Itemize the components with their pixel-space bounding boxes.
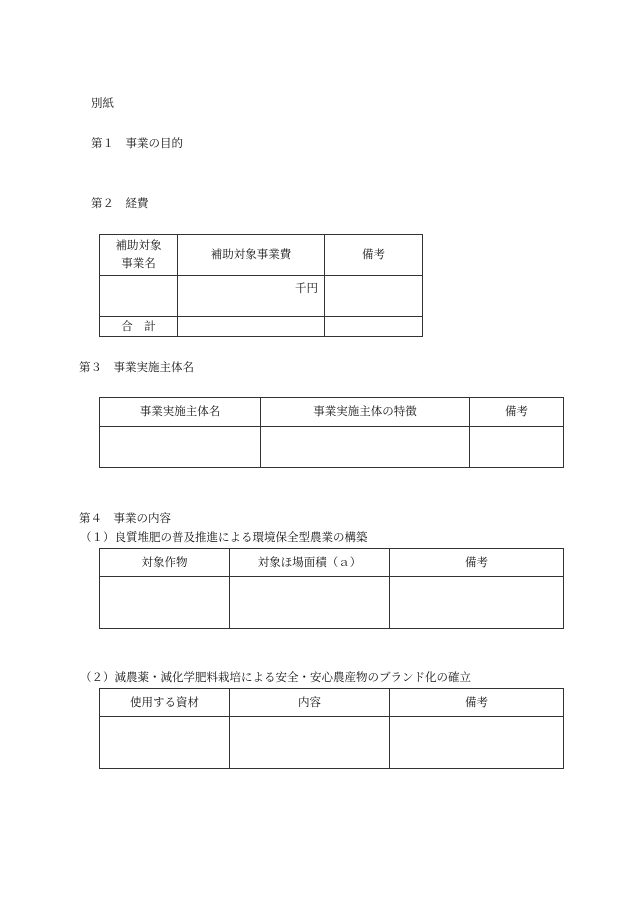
- entity-table-header-row: [100, 398, 564, 427]
- cost-cell-amount[interactable]: 千円: [178, 276, 325, 317]
- cost-header-project-name-line1: 補助対象: [115, 238, 162, 253]
- content1-row: [100, 577, 564, 629]
- content2-cell-remarks[interactable]: [390, 717, 564, 769]
- entity-cell-features[interactable]: [261, 427, 470, 468]
- content2-header-materials: 使用する資材: [100, 689, 230, 717]
- content-table-2: [99, 688, 564, 769]
- cost-header-project-cost: 補助対象事業費: [178, 235, 325, 276]
- section-1-heading: 第１ 事業の目的: [91, 136, 183, 150]
- entity-header-remarks: 備考: [470, 398, 564, 427]
- entity-cell-name[interactable]: [100, 427, 261, 468]
- section-4-heading: 第４ 事業の内容: [79, 511, 171, 525]
- content1-cell-crop[interactable]: [100, 577, 230, 629]
- content-table-1: [99, 548, 564, 629]
- content2-header-remarks: 備考: [390, 689, 564, 717]
- content2-header-row: [100, 689, 564, 717]
- entity-header-name: 事業実施主体名: [100, 398, 261, 427]
- content1-cell-remarks[interactable]: [390, 577, 564, 629]
- cost-header-project-name-line2: 事業名: [121, 256, 156, 270]
- content2-row: [100, 717, 564, 769]
- content2-cell-materials[interactable]: [100, 717, 230, 769]
- entity-cell-remarks[interactable]: [470, 427, 564, 468]
- cost-table-row: [100, 276, 423, 317]
- cost-total-amount[interactable]: [178, 317, 325, 337]
- content1-header-remarks: 備考: [390, 549, 564, 577]
- entity-table: [99, 397, 564, 468]
- content1-header-row: [100, 549, 564, 577]
- entity-table-row: [100, 427, 564, 468]
- section-4-1-heading: （１）良質堆肥の普及推進による環境保全型農業の構築: [80, 530, 368, 544]
- cost-total-label: 合 計: [100, 317, 178, 337]
- entity-header-features: 事業実施主体の特徴: [261, 398, 470, 427]
- cost-total-remarks[interactable]: [325, 317, 423, 337]
- cost-table-total-row: [100, 317, 423, 337]
- cost-cell-remarks[interactable]: [325, 276, 423, 317]
- content2-header-content: 内容: [230, 689, 390, 717]
- content2-cell-content[interactable]: [230, 717, 390, 769]
- page-label: 別紙: [91, 96, 114, 110]
- cost-header-project-name: [100, 235, 178, 276]
- cost-table: [99, 234, 423, 337]
- section-4-2-heading: （２）減農薬・減化学肥料栽培による安全・安心農産物のブランド化の確立: [80, 670, 471, 684]
- content1-cell-area[interactable]: [230, 577, 390, 629]
- section-2-heading: 第２ 経費: [91, 196, 149, 210]
- section-3-heading: 第３ 事業実施主体名: [79, 360, 194, 374]
- cost-header-remarks: 備考: [325, 235, 423, 276]
- cost-cell-project-name[interactable]: [100, 276, 178, 317]
- content1-header-area: 対象ほ場面積（ａ）: [230, 549, 390, 577]
- cost-table-header-row: [100, 235, 423, 276]
- content1-header-crop: 対象作物: [100, 549, 230, 577]
